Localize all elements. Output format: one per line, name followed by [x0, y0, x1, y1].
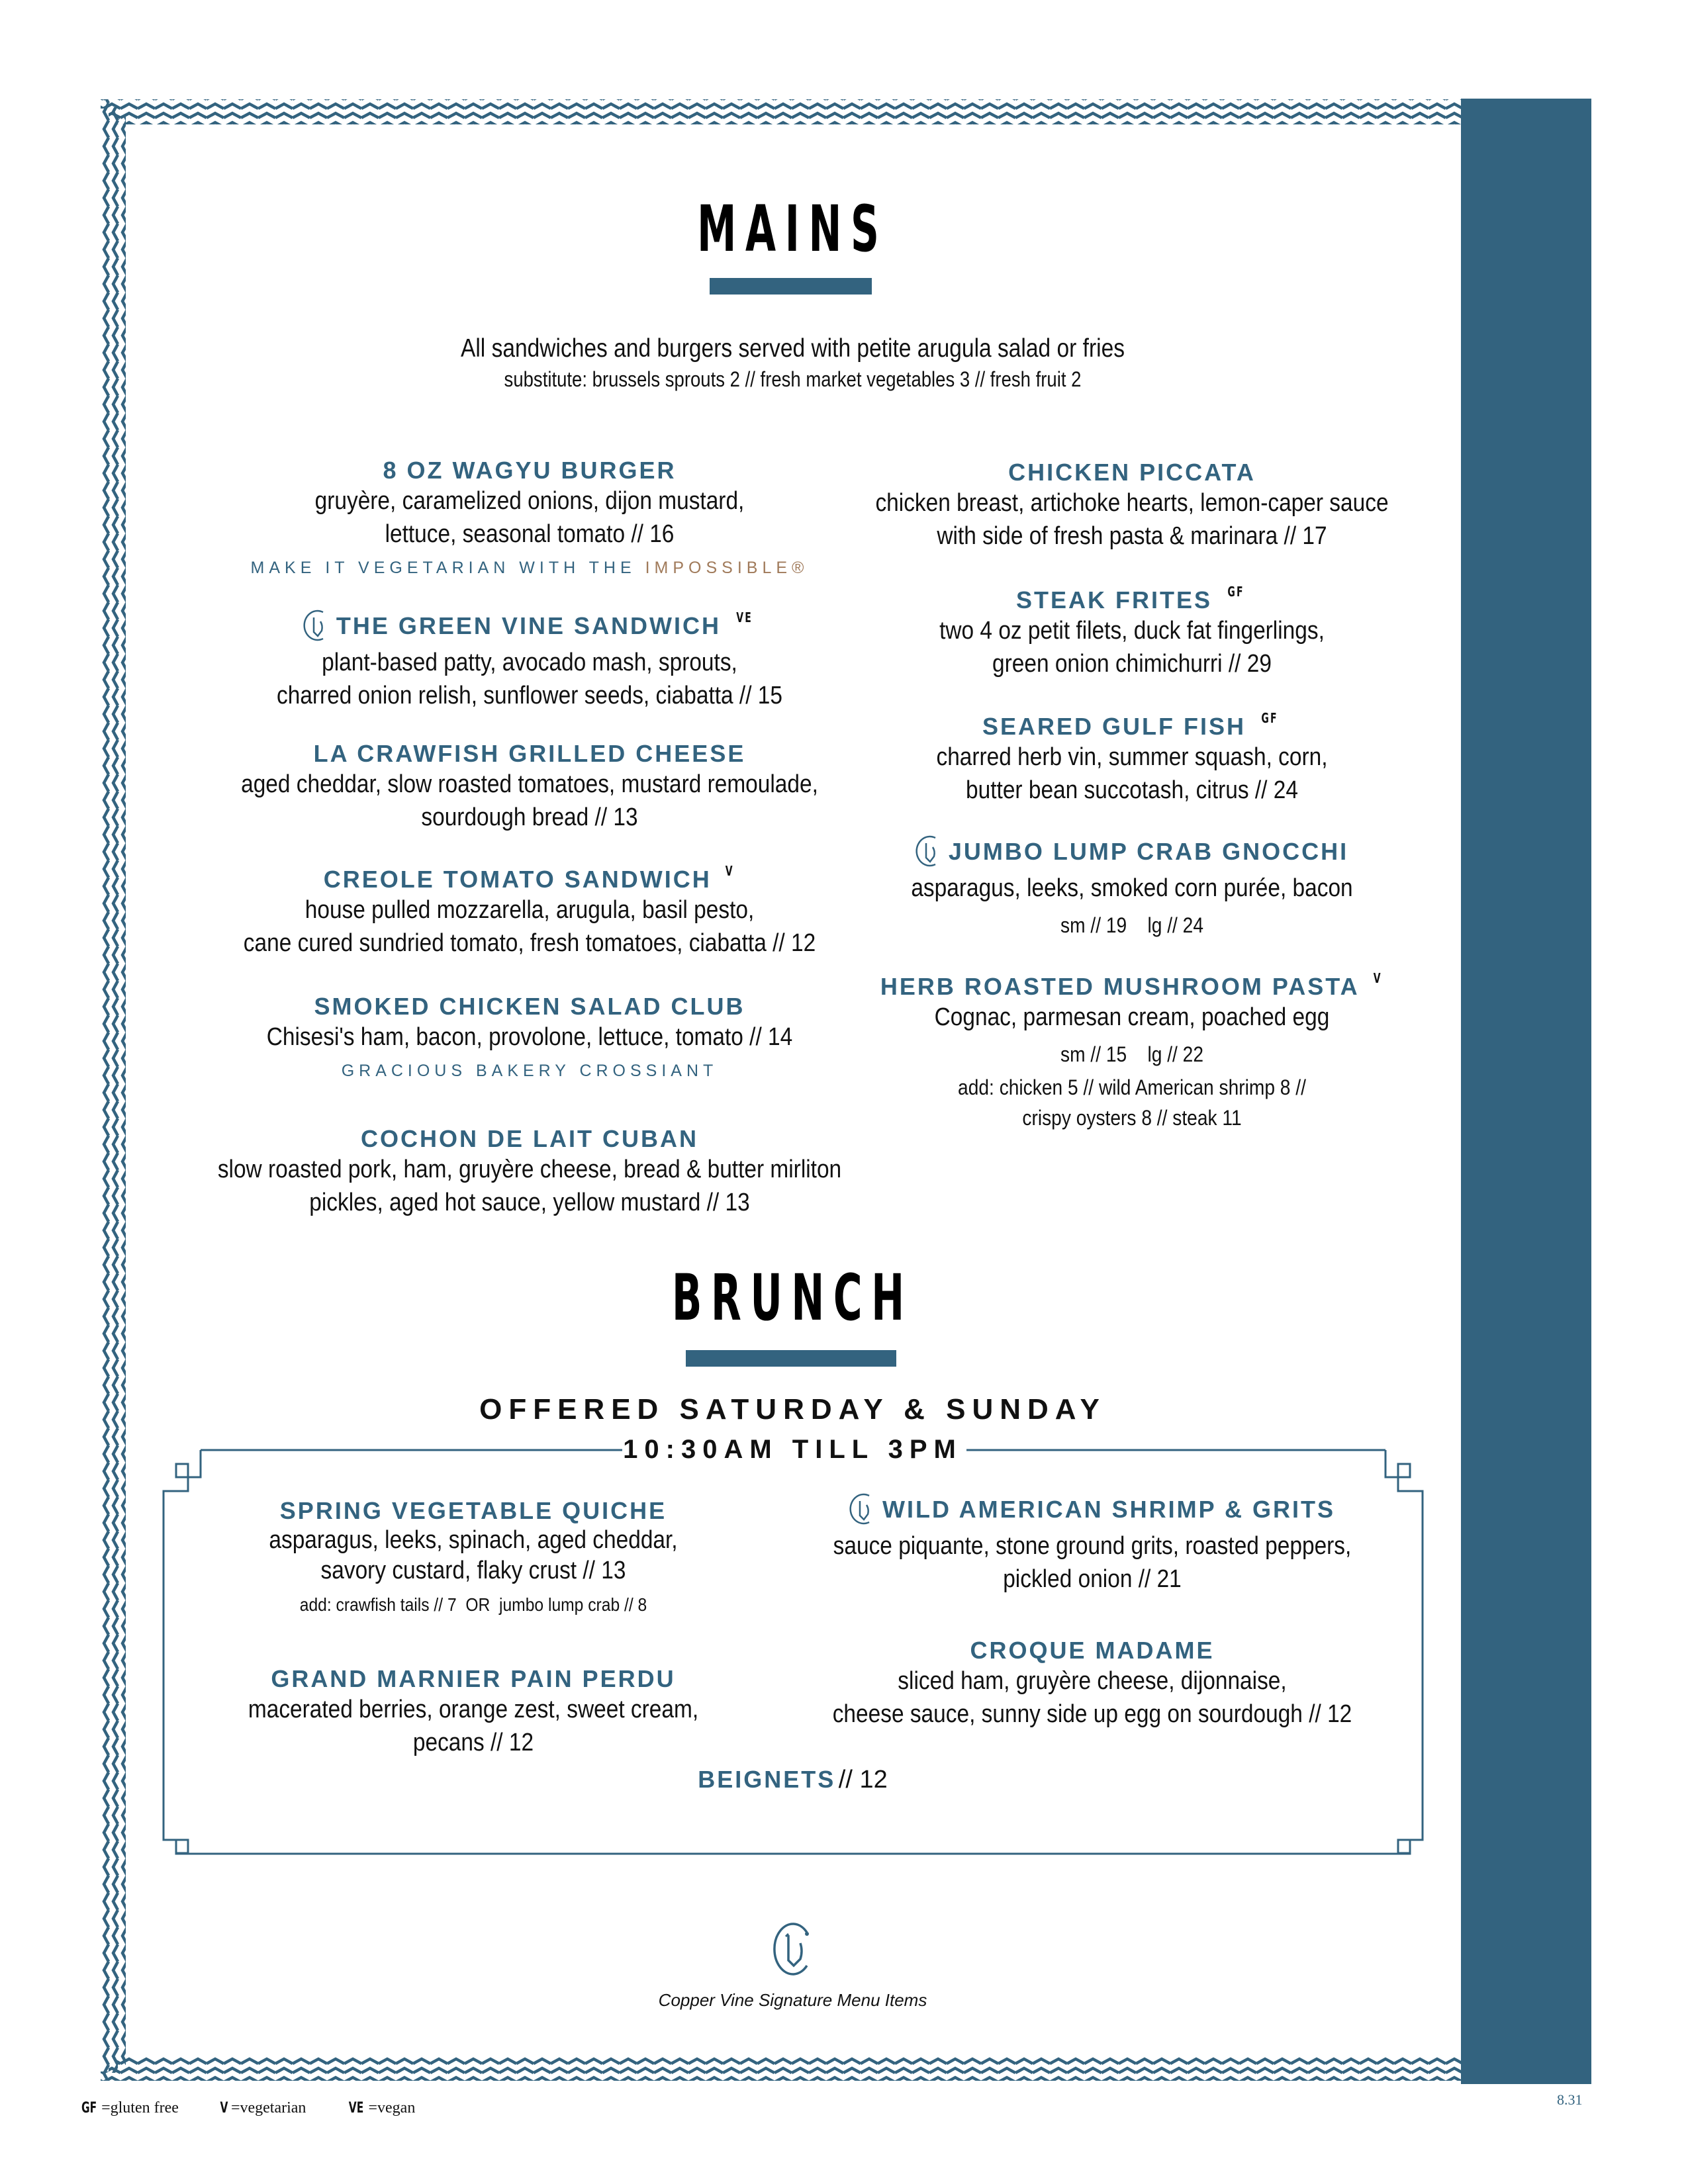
item-addons: add: crawfish tails // 7 OR jumbo lump crab // 8 — [299, 1594, 647, 1615]
menu-item — [761, 1496, 1423, 1596]
legend-vegetarian: V =vegetarian — [220, 2099, 306, 2116]
item-desc: sauce piquante, stone ground grits, roasted peppers, — [833, 1532, 1352, 1560]
item-name: GRAND MARNIER PAIN PERDU — [271, 1665, 676, 1692]
item-desc: charred onion relish, sunflower seeds, ciabatta // 15 — [277, 682, 782, 709]
item-desc: chicken breast, artichoke hearts, lemon-caper sauce — [875, 489, 1389, 517]
item-desc: asparagus, leeks, smoked corn purée, bacon — [911, 874, 1353, 902]
item-name: SEARED GULF FISH — [982, 713, 1246, 740]
menu-item — [165, 1497, 781, 1620]
item-desc: green onion chimichurri // 29 — [992, 650, 1272, 678]
item-desc: slow roasted pork, ham, gruyère cheese, bread & butter mirliton — [217, 1156, 842, 1183]
item-desc: asparagus, leeks, spinach, aged cheddar, — [269, 1526, 678, 1554]
item-name: COCHON DE LAIT CUBAN — [361, 1125, 698, 1152]
signature-caption: Copper Vine Signature Menu Items — [658, 1990, 927, 2010]
item-name: HERB ROASTED MUSHROOM PASTA — [880, 973, 1360, 1000]
menu-item-beignets — [0, 1766, 1585, 1794]
item-name: CHICKEN PICCATA — [1008, 459, 1256, 486]
intro-substitute: substitute: brussels sprouts 2 // fresh market vegetables 3 // fresh fruit 2 — [504, 367, 1082, 391]
item-desc: plant-based patty, avocado mash, sprouts, — [322, 649, 737, 676]
signature-legend — [0, 1919, 1585, 2011]
vegetarian-badge: V — [1373, 970, 1382, 986]
item-desc: with side of fresh pasta & marinara // 17 — [937, 522, 1327, 550]
mains-title: MAINS — [697, 192, 888, 266]
item-desc: pickled onion // 21 — [1003, 1565, 1182, 1593]
item-desc: sourdough bread // 13 — [421, 803, 638, 831]
item-note: MAKE IT VEGETARIAN WITH THE IMPOSSIBLE® — [250, 559, 809, 577]
item-name: SPRING VEGETABLE QUICHE — [279, 1497, 667, 1524]
gluten-free-badge: GF — [1261, 710, 1278, 726]
item-name: JUMBO LUMP CRAB GNOCCHI — [948, 838, 1349, 865]
item-desc: sliced ham, gruyère cheese, dijonnaise, — [898, 1667, 1287, 1695]
item-desc: lettuce, seasonal tomato // 16 — [385, 520, 675, 548]
item-name: CROQUE MADAME — [970, 1637, 1215, 1664]
item-name: BEIGNETS — [698, 1766, 836, 1793]
copper-vine-logo-icon — [770, 1919, 816, 1979]
item-name: SMOKED CHICKEN SALAD CLUB — [314, 993, 745, 1020]
item-desc: Cognac, parmesan cream, poached egg — [934, 1003, 1330, 1031]
gluten-free-badge: GF — [1227, 584, 1244, 600]
item-desc: savory custard, flaky crust // 13 — [320, 1557, 626, 1584]
menu-item — [165, 1665, 781, 1759]
brunch-days: OFFERED SATURDAY & SUNDAY — [479, 1393, 1106, 1426]
item-desc: macerated berries, orange zest, sweet cream, — [248, 1696, 699, 1723]
legend-vegan: VE =vegan — [349, 2099, 416, 2116]
item-sizes: sm // 15 lg // 22 — [1060, 1042, 1203, 1066]
item-name: LA CRAWFISH GRILLED CHEESE — [313, 740, 746, 767]
item-desc: charred herb vin, summer squash, corn, — [936, 743, 1328, 771]
item-name: WILD AMERICAN SHRIMP & GRITS — [882, 1496, 1335, 1523]
item-name: CREOLE TOMATO SANDWICH — [323, 866, 712, 893]
item-name: THE GREEN VINE SANDWICH — [336, 612, 721, 639]
brunch-hours: 10:30AM TILL 3PM — [623, 1435, 962, 1464]
item-price: // 12 — [838, 1766, 888, 1794]
menu-item — [761, 1637, 1423, 1731]
item-desc: house pulled mozzarella, arugula, basil pesto, — [305, 896, 755, 924]
impossible-brand: IMPOSSIBLE® — [645, 559, 809, 577]
item-addons: crispy oysters 8 // steak 11 — [1022, 1106, 1242, 1130]
item-desc: pickles, aged hot sauce, yellow mustard // 13 — [309, 1189, 750, 1216]
item-desc: two 4 oz petit filets, duck fat fingerlings, — [939, 617, 1325, 645]
item-desc: gruyère, caramelized onions, dijon mustard, — [314, 487, 745, 515]
item-desc: aged cheddar, slow roasted tomatoes, mustard remoulade, — [241, 770, 818, 798]
item-name: 8 OZ WAGYU BURGER — [383, 457, 677, 484]
item-desc: cheese sauce, sunny side up egg on sourdough // 12 — [832, 1700, 1352, 1728]
vegan-badge: VE — [736, 610, 753, 625]
item-desc: butter bean succotash, citrus // 24 — [966, 776, 1298, 804]
page-number: 8.31 — [1557, 2091, 1583, 2108]
brunch-title: BRUNCH — [671, 1261, 914, 1335]
item-desc: pecans // 12 — [412, 1729, 534, 1756]
item-sizes: sm // 19 lg // 24 — [1060, 913, 1203, 937]
item-addons: add: chicken 5 // wild American shrimp 8 // — [958, 1075, 1306, 1099]
legend-gluten-free: GF =gluten free — [81, 2099, 179, 2116]
copper-vine-logo-icon — [849, 1492, 876, 1526]
intro-sides: All sandwiches and burgers served with petite arugula salad or fries — [460, 334, 1125, 363]
item-name: STEAK FRITES — [1015, 586, 1212, 614]
item-note: GRACIOUS BAKERY CROSSIANT — [341, 1062, 718, 1080]
item-desc: cane cured sundried tomato, fresh tomatoes, ciabatta // 12 — [243, 929, 816, 957]
item-desc: Chisesi's ham, bacon, provolone, lettuce, tomato // 14 — [266, 1023, 793, 1051]
vegetarian-badge: V — [725, 863, 734, 879]
dietary-legend — [78, 2099, 415, 2117]
